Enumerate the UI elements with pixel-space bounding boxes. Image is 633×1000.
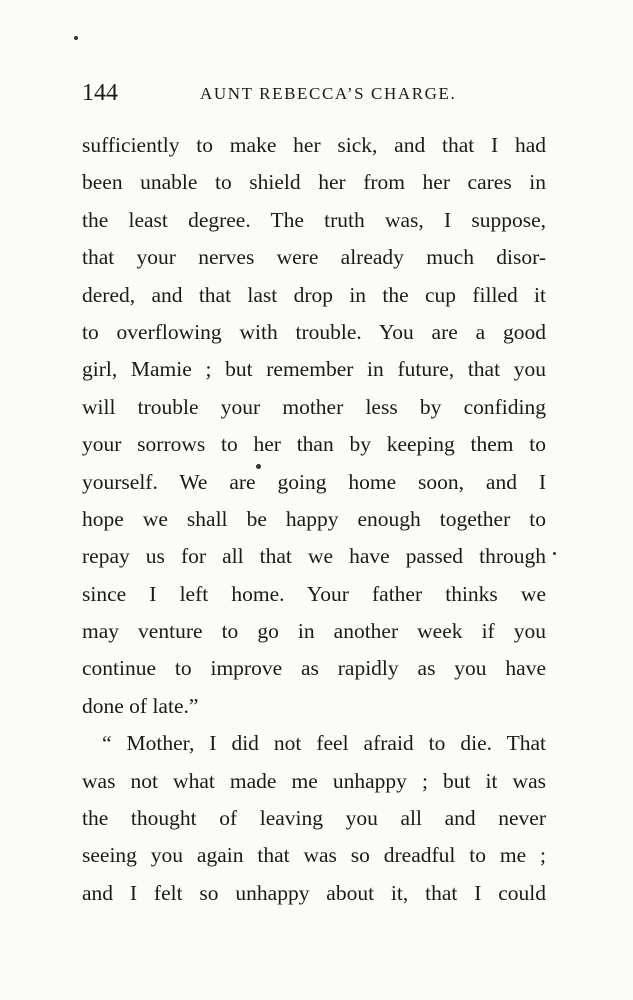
text-line: seeing you again that was so dreadful to me ; (82, 843, 546, 868)
text-line: done of late.” (82, 693, 199, 718)
text-line: continue to improve as rapidly as you have (82, 656, 546, 681)
body-text (82, 127, 546, 912)
text-line: the least degree. The truth was, I suppose, (82, 207, 546, 232)
text-line: repay us for all that we have passed through (82, 544, 546, 569)
text-line: your sorrows to her than by keeping them to (82, 432, 546, 457)
ink-speck (256, 464, 261, 469)
ink-speck (74, 36, 78, 40)
text-line: been unable to shield her from her cares in (82, 170, 546, 195)
text-line: the thought of leaving you all and never (82, 806, 546, 831)
text-line: sufficiently to make her sick, and that I had (82, 133, 546, 157)
running-title: AUNT REBECCA’S CHARGE. (200, 84, 457, 103)
text-line: may venture to go in another week if you (82, 619, 546, 644)
text-line: dered, and that last drop in the cup filled it (82, 282, 546, 307)
text-line: and I felt so unhappy about it, that I could (82, 880, 546, 905)
text-line: that your nerves were already much disor- (82, 245, 546, 270)
text-line: “ Mother, I did not feel afraid to die. That (102, 731, 546, 756)
text-line: hope we shall be happy enough together to (82, 506, 546, 531)
text-line: to overflowing with trouble. You are a good (82, 319, 546, 344)
ink-speck (553, 552, 556, 555)
text-line: yourself. We are going home soon, and I (82, 469, 546, 494)
running-head (82, 78, 552, 108)
page-number: 144 (82, 80, 118, 106)
text-line: girl, Mamie ; but remember in future, that you (82, 357, 546, 382)
text-line: since I left home. Your father thinks we (82, 581, 546, 606)
text-line: will trouble your mother less by confiding (82, 394, 546, 419)
text-line: was not what made me unhappy ; but it was (82, 768, 546, 793)
